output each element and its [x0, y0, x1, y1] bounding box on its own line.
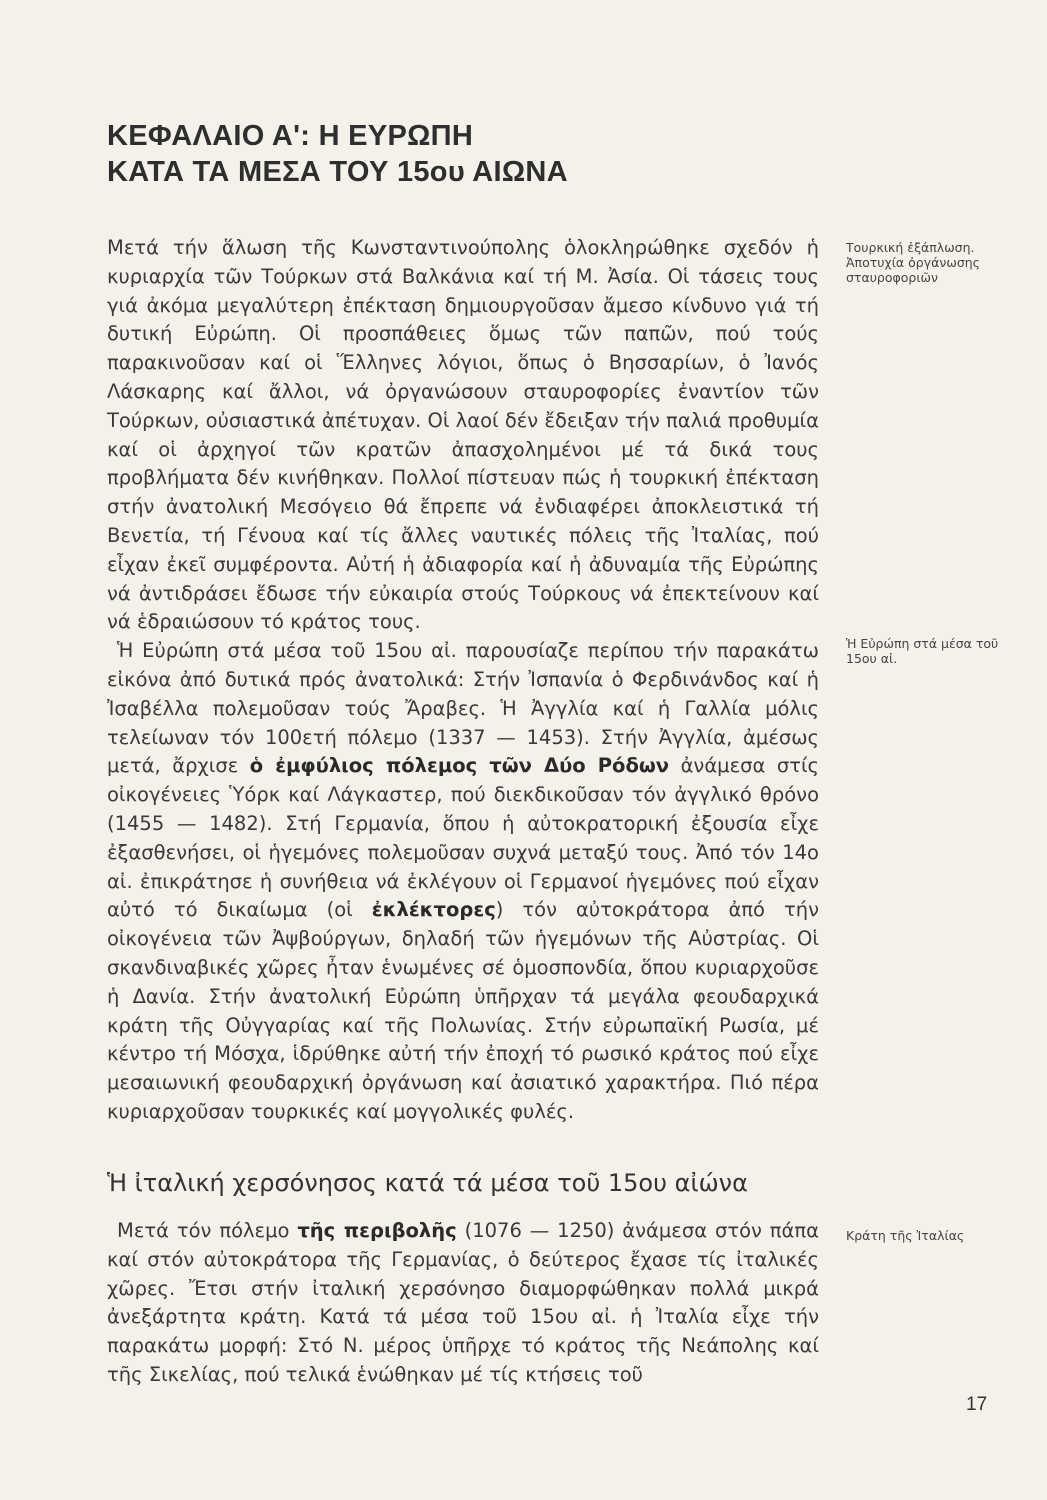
- chapter-title: [107, 118, 707, 190]
- italy-text-block: [107, 1217, 819, 1390]
- page-number: 17: [966, 1394, 988, 1415]
- chapter-title-line-2: ΚΑΤΑ ΤΑ ΜΕΣΑ ΤΟΥ 15ου ΑΙΩΝΑ: [107, 156, 568, 188]
- paragraph-europe-text-a: Ἡ Εὐρώπη στά μέσα τοῦ 15ου αἰ. παρουσίαζε περίπου τήν παρακάτω εἰκόνα ἀπό δυτικά πρός ἀνατολικά: Στήν Ἰσπανία ὁ Φερδινάνδος καί ἡ Ἰσαβέλλα πολεμοῦσαν τούς Ἄραβες. Ἡ Ἀγγλία καί ἡ Γαλλία μόλις τελείωναν τόν 100ετή πόλεμο (1337 — 1453). Στήν Ἀγγλία, ἀμέσως μετά, ἄρχισε: [107, 639, 819, 778]
- term-wars-of-roses: ὁ ἐμφύλιος πόλεμος τῶν Δύο Ρόδων: [249, 754, 670, 778]
- margin-note-ottoman: [846, 240, 1016, 285]
- paragraph-italy-text-a: Μετά τόν πόλεμο: [117, 1219, 298, 1242]
- margin-note-italy: Κράτη τῆς Ἰταλίας: [846, 1228, 965, 1243]
- paragraph-europe-text-b: ἀνάμεσα στίς οἰκογένειες Ὑόρκ καί Λάγκαστερ, πού διεκδικοῦσαν τόν ἀγγλικό θρόνο (1455 — 1482). Στή Γερμανία, ὅπου ἡ αὐτοκρατορική ἐξουσία εἶχε ἐξασθενήσει, οἱ ἡγεμόνες πολεμοῦσαν συχνά μεταξύ τους. Ἀπό τόν 14ο αἰ. ἐπικράτησε ἡ συνήθεια νά ἐκλέγουν οἱ Γερμανοί ἡγεμόνες πού εἶχαν αὐτό τό δικαίωμα (οἱ: [107, 754, 819, 922]
- margin-note-europe: Ἡ Εὐρώπη στά μέσα τοῦ 15ου αἰ.: [846, 636, 999, 666]
- margin-note-ottoman-line-2: Ἀποτυχία ὀργάνωσης σταυροφοριῶν: [846, 255, 980, 285]
- paragraph-europe-text-c: ) τόν αὐτοκράτορα ἀπό τήν οἰκογένεια τῶν Ἀψβούργων, δηλαδή τῶν ἡγεμόνων τῆς Αὐστρίας. Οἱ σκανδιναβικές χῶρες ἦταν ἑνωμένες σέ ὁμοσπονδία, ὅπου κυριαρχοῦσε ἡ Δανία. Στήν ἀνατολική Εὐρώπη ὑπῆρχαν τά μεγάλα φεουδαρχικά κράτη τῆς Οὐγγαρίας καί τῆς Πολωνίας. Στήν εὐρωπαϊκή Ρωσία, μέ κέντρο τή Μόσχα, ἱδρύθηκε αὐτή τήν ἐποχή τό ρωσικό κράτος πού εἶχε μεσαιωνική φεουδαρχική ὀργάνωση καί ἀσιατικό χαρακτήρα. Πιό πέρα κυριαρχοῦσαν τουρκικές καί μογγολικές φυλές.: [107, 898, 819, 1123]
- paragraph-italy: [107, 1217, 819, 1390]
- margin-note-ottoman-line-1: Τουρκική ἐξάπλωση.: [846, 240, 975, 255]
- term-investiture: τῆς περιβολῆς: [297, 1219, 457, 1242]
- paragraph-europe-overview: [107, 637, 819, 1127]
- paragraph-italy-text-b: (1076 — 1250) ἀνάμεσα στόν πάπα καί στόν αὐτοκράτορα τῆς Γερμανίας, ὁ δεύτερος ἔχασε τίς ἰταλικές χῶρες. Ἔτσι στήν ἰταλική χερσόνησο διαμορφώθηκαν πολλά μικρά ἀνεξάρτητα κράτη. Κατά τά μέσα τοῦ 15ου αἰ. ἡ Ἰταλία εἶχε τήν παρακάτω μορφή: Στό Ν. μέρος ὑπῆρχε τό κράτος τῆς Νεάπολης καί τῆς Σικελίας, πού τελικά ἑνώθηκαν μέ τίς κτήσεις τοῦ: [107, 1219, 819, 1386]
- paragraph-ottoman-expansion: Μετά τήν ἅλωση τῆς Κωνσταντινούπολης ὁλοκληρώθηκε σχεδόν ἡ κυριαρχία τῶν Τούρκων στά Βαλκάνια καί τή Μ. Ἀσία. Οἱ τάσεις τους γιά ἀκόμα μεγαλύτερη ἐπέκταση δημιουργοῦσαν ἄμεσο κίνδυνο γιά τή δυτική Εὐρώπη. Οἱ προσπάθειες ὅμως τῶν παπῶν, πού τούς παρακινοῦσαν καί οἱ Ἕλληνες λόγιοι, ὅπως ὁ Βησσαρίων, ὁ Ἰανός Λάσκαρης καί ἄλλοι, νά ὀργανώσουν σταυροφορίες ἐναντίον τῶν Τούρκων, οὐσιαστικά ἀπέτυχαν. Οἱ λαοί δέν ἔδειξαν τήν παλιά προθυμία καί οἱ ἀρχηγοί τῶν κρατῶν ἀπασχολημένοι μέ τά δικά τους προβλήματα δέν κινήθηκαν. Πολλοί πίστευαν πώς ἡ τουρκική ἐπέκταση στήν ἀνατολική Μεσόγειο θά ἔπρεπε νά ἐνδιαφέρει ἀποκλειστικά τή Βενετία, τή Γένουα καί τίς ἄλλες ναυτικές πόλεις τῆς Ἰταλίας, πού εἶχαν ἐκεῖ συμφέροντα. Αὐτή ἡ ἀδιαφορία καί ἡ ἀδυναμία τῆς Εὐρώπης νά ἀντιδράσει ἔδωσε τήν εὐκαιρία στούς Τούρκους νά ἐπεκτείνουν καί νά ἑδραιώσουν τό κράτος τους.: [107, 236, 819, 634]
- main-text-block: [107, 234, 819, 1127]
- section-heading-italy: Ἡ ἰταλική χερσόνησος κατά τά μέσα τοῦ 15ου αἰώνα: [107, 1169, 748, 1197]
- term-electors: ἐκλέκτορες: [371, 898, 496, 922]
- chapter-title-line-1: ΚΕΦΑΛΑΙΟ Α': Η ΕΥΡΩΠΗ: [107, 120, 474, 152]
